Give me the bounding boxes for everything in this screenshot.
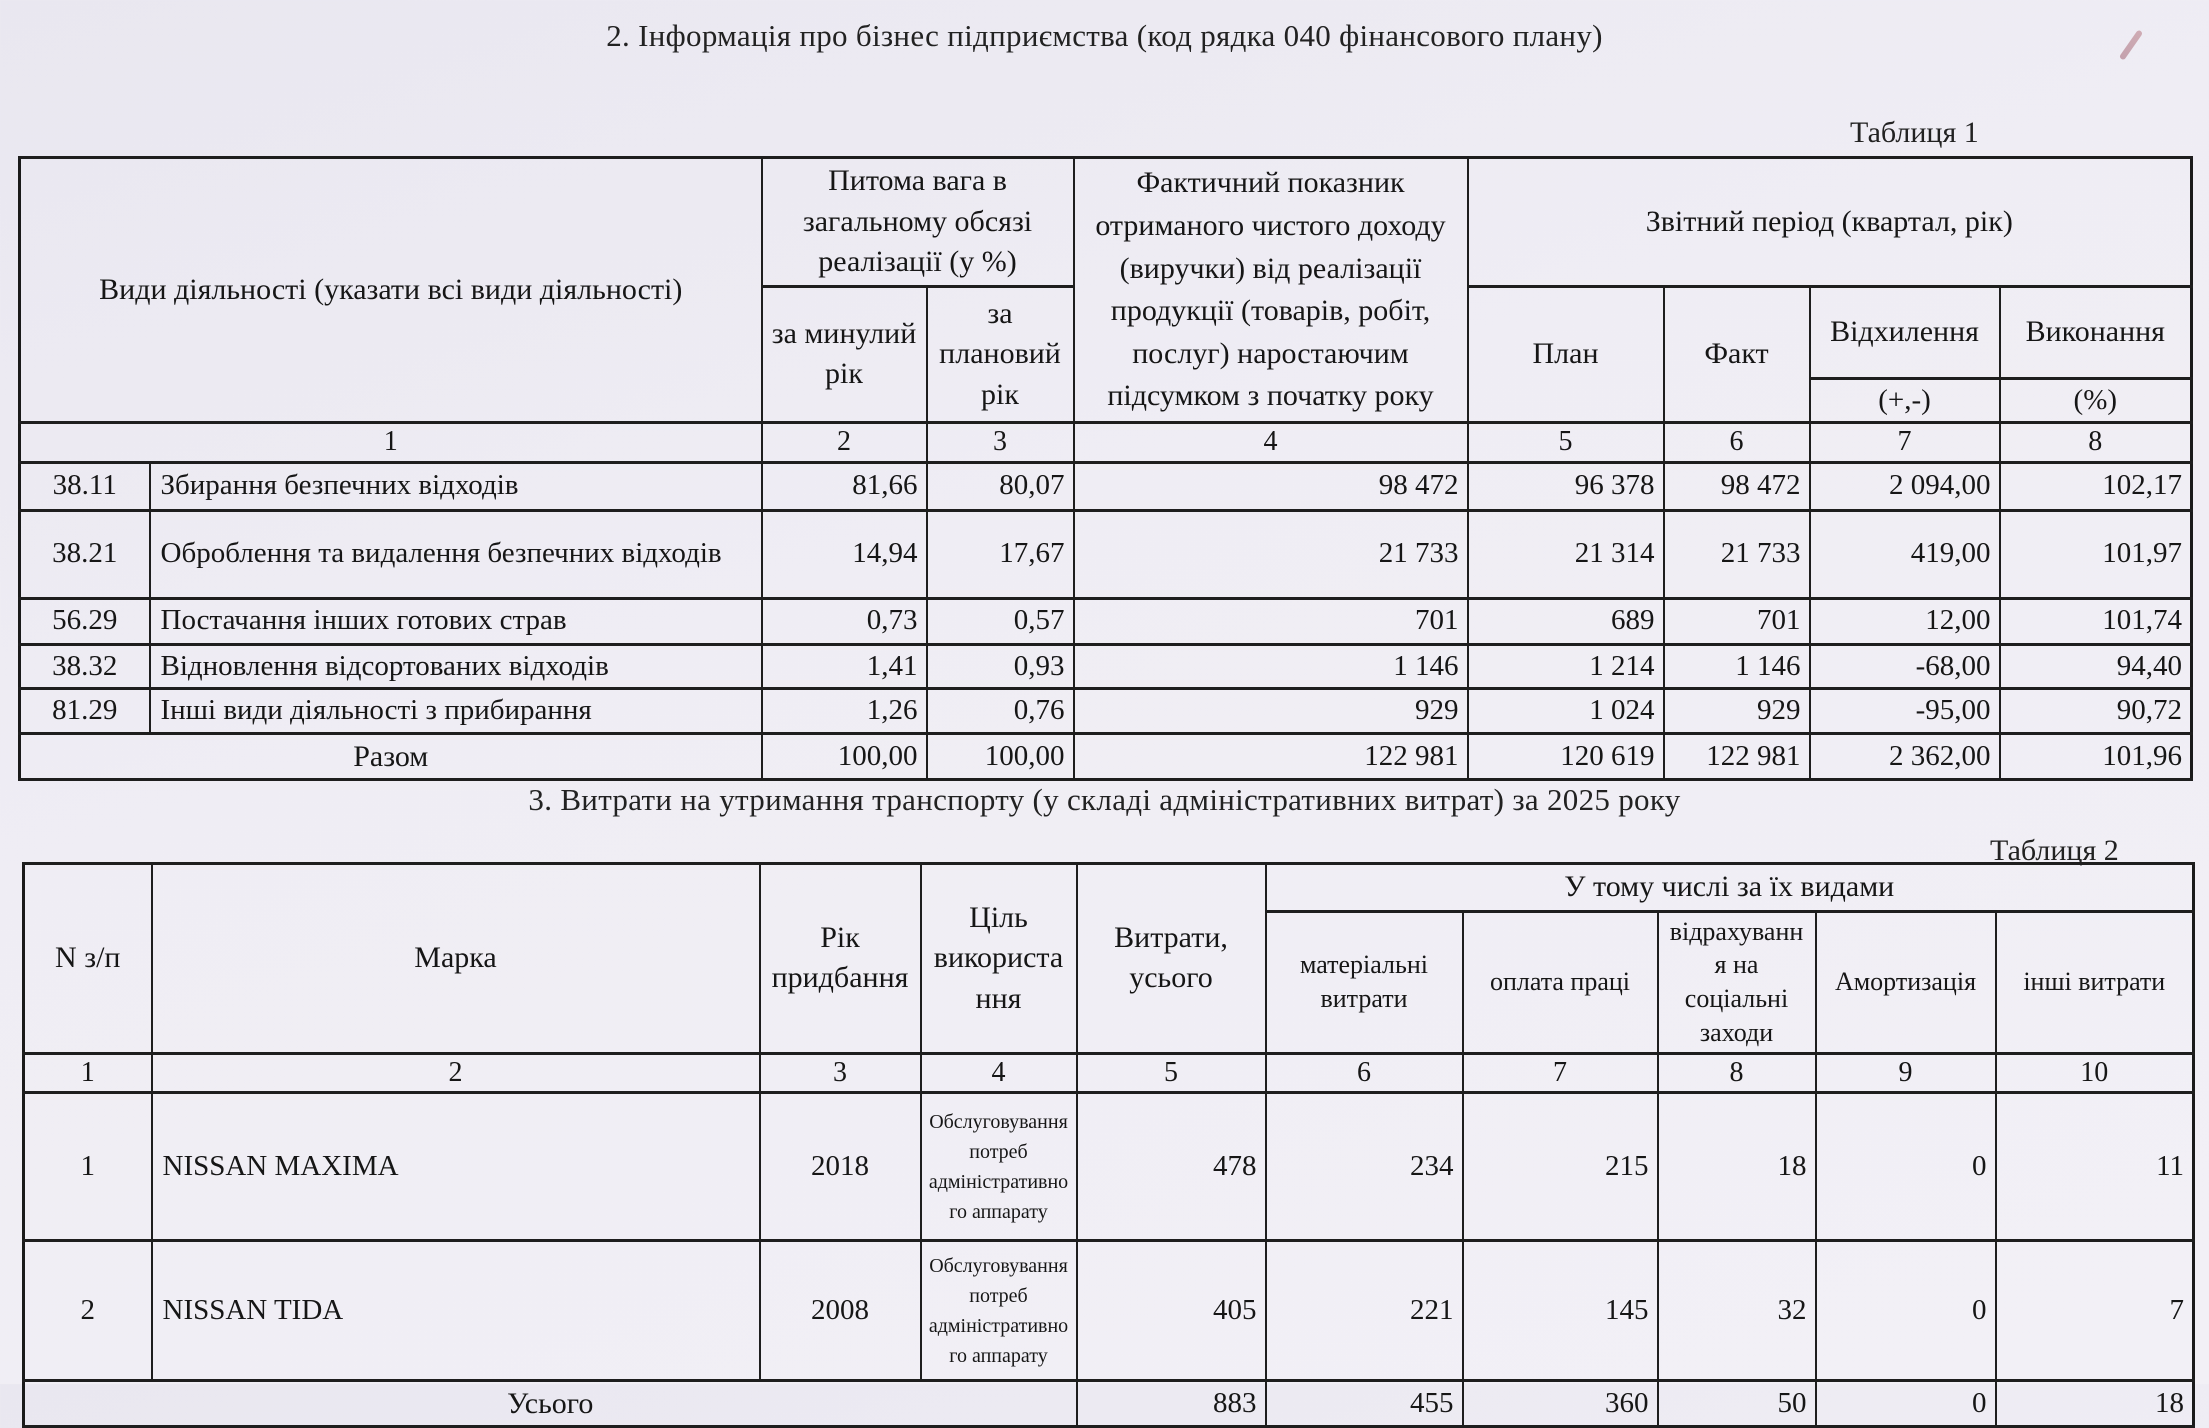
salary-cell: 215 [1463,1093,1658,1241]
fact-cell: 21 733 [1664,510,1810,598]
actual-total-cell: 122 981 [1074,733,1468,779]
share-prev-cell: 14,94 [762,510,927,598]
t1-header-plan: План [1468,286,1664,423]
t2-header-purpose: Ціль використання [921,864,1077,1054]
t1-header-reporting-period: Звітний період (квартал, рік) [1468,158,2192,287]
other-cell: 11 [1996,1093,2194,1241]
row-number-cell: 1 [24,1093,152,1241]
plan-cell: 21 314 [1468,510,1664,598]
actual-cell: 98 472 [1074,462,1468,510]
t1-colnum-1: 1 [20,423,762,462]
total-cost-cell: 405 [1077,1241,1266,1381]
table-2-label: Таблиця 2 [1990,834,2119,867]
fact-total-cell: 122 981 [1664,733,1810,779]
share-plan-cell: 0,93 [927,644,1074,689]
t2-header-amortization: Амортизація [1816,911,1996,1053]
t2-colnum-4: 4 [921,1053,1077,1092]
share-prev-cell: 1,26 [762,689,927,734]
share-prev-cell: 81,66 [762,462,927,510]
business-info-table [18,156,2193,781]
plan-cell: 1 024 [1468,689,1664,734]
t2-header-social: відрахування на соціальні заходи [1658,911,1816,1053]
social-cell: 32 [1658,1241,1816,1381]
t1-header-share-plan-year: за плановий рік [927,286,1074,423]
execution-cell: 102,17 [2000,462,2192,510]
t1-colnum-6: 6 [1664,423,1810,462]
plan-cell: 689 [1468,598,1664,644]
table-row [20,598,2192,644]
t1-colnum-8: 8 [2000,423,2192,462]
table-row [24,1093,2194,1241]
t1-total-label: Разом [20,733,762,779]
other-cell: 7 [1996,1241,2194,1381]
deviation-cell: -68,00 [1810,644,2000,689]
salary-total-cell: 360 [1463,1381,1658,1427]
other-total-cell: 18 [1996,1381,2194,1427]
year-cell: 2018 [760,1093,921,1241]
t1-header-share: Питома вага в загальному обсязі реалізації (у %) [762,158,1074,287]
table-row [24,1241,2194,1381]
year-cell: 2008 [760,1241,921,1381]
t2-colnum-7: 7 [1463,1053,1658,1092]
actual-cell: 1 146 [1074,644,1468,689]
share-plan-cell: 0,76 [927,689,1074,734]
execution-cell: 90,72 [2000,689,2192,734]
t1-header-share-prev-year: за минулий рік [762,286,927,423]
t2-header-num: N з/п [24,864,152,1054]
activity-code-cell: 38.11 [20,462,150,510]
fact-cell: 701 [1664,598,1810,644]
t1-header-actual-revenue: Фактичний показник отриманого чистого доходу (виручки) від реалізації продукції (товарів, робіт, послуг) наростаючим підсумком з початку року [1074,158,1468,423]
t2-header-year: Рік придбання [760,864,921,1054]
t2-header-brand: Марка [152,864,760,1054]
deviation-cell: 12,00 [1810,598,2000,644]
t1-colnum-2: 2 [762,423,927,462]
execution-total-cell: 101,96 [2000,733,2192,779]
purpose-cell: Обслуговування потреб адміністративного аппарату [921,1241,1077,1381]
share-plan-total-cell: 100,00 [927,733,1074,779]
material-cell: 221 [1266,1241,1463,1381]
salary-cell: 145 [1463,1241,1658,1381]
table-row [20,689,2192,734]
total-cost-total-cell: 883 [1077,1381,1266,1427]
share-prev-cell: 0,73 [762,598,927,644]
t1-header-execution-pct: (%) [2000,378,2192,423]
plan-total-cell: 120 619 [1468,733,1664,779]
actual-cell: 701 [1074,598,1468,644]
activity-name-cell: Відновлення відсортованих відходів [150,644,762,689]
activity-code-cell: 38.21 [20,510,150,598]
brand-cell: NISSAN MAXIMA [152,1093,760,1241]
plan-cell: 1 214 [1468,644,1664,689]
t2-colnum-10: 10 [1996,1053,2194,1092]
share-plan-cell: 17,67 [927,510,1074,598]
plan-cell: 96 378 [1468,462,1664,510]
fact-cell: 98 472 [1664,462,1810,510]
t1-header-deviation-sign: (+,-) [1810,378,2000,423]
actual-cell: 21 733 [1074,510,1468,598]
deviation-cell: -95,00 [1810,689,2000,734]
row-number-cell: 2 [24,1241,152,1381]
activity-code-cell: 38.32 [20,644,150,689]
table-1-label: Таблиця 1 [1850,116,1979,149]
table-total-row [24,1381,2194,1427]
total-cost-cell: 478 [1077,1093,1266,1241]
amortization-cell: 0 [1816,1093,1996,1241]
fact-cell: 1 146 [1664,644,1810,689]
activity-code-cell: 81.29 [20,689,150,734]
t2-header-total: Витрати, усього [1077,864,1266,1054]
t2-header-material: матеріальні витрати [1266,911,1463,1053]
share-plan-cell: 80,07 [927,462,1074,510]
t2-colnum-3: 3 [760,1053,921,1092]
t1-colnum-7: 7 [1810,423,2000,462]
t2-colnum-9: 9 [1816,1053,1996,1092]
execution-cell: 94,40 [2000,644,2192,689]
t1-header-fact: Факт [1664,286,1810,423]
table-row [20,462,2192,510]
brand-cell: NISSAN TIDA [152,1241,760,1381]
deviation-cell: 419,00 [1810,510,2000,598]
execution-cell: 101,97 [2000,510,2192,598]
transport-costs-table [22,862,2195,1428]
t2-colnum-8: 8 [1658,1053,1816,1092]
t2-header-salary: оплата праці [1463,911,1658,1053]
activity-code-cell: 56.29 [20,598,150,644]
t1-colnum-5: 5 [1468,423,1664,462]
table-row [20,644,2192,689]
t2-colnum-1: 1 [24,1053,152,1092]
t2-colnum-6: 6 [1266,1053,1463,1092]
share-prev-cell: 1,41 [762,644,927,689]
share-plan-cell: 0,57 [927,598,1074,644]
t1-header-deviation: Відхилення [1810,286,2000,378]
social-cell: 18 [1658,1093,1816,1241]
deviation-total-cell: 2 362,00 [1810,733,2000,779]
table-total-row [20,733,2192,779]
deviation-cell: 2 094,00 [1810,462,2000,510]
table-row [20,510,2192,598]
execution-cell: 101,74 [2000,598,2192,644]
share-prev-total-cell: 100,00 [762,733,927,779]
material-total-cell: 455 [1266,1381,1463,1427]
activity-name-cell: Оброблення та видалення безпечних відходів [150,510,762,598]
t1-colnum-4: 4 [1074,423,1468,462]
t2-colnum-2: 2 [152,1053,760,1092]
t1-header-activity: Види діяльності (указати всі види діяльності) [20,158,762,423]
social-total-cell: 50 [1658,1381,1816,1427]
actual-cell: 929 [1074,689,1468,734]
fact-cell: 929 [1664,689,1810,734]
amortization-total-cell: 0 [1816,1381,1996,1427]
section-2-title: 2. Інформація про бізнес підприємства (код рядка 040 фінансового плану) [606,18,1603,53]
purpose-cell: Обслуговування потреб адміністративного аппарату [921,1093,1077,1241]
t2-total-label: Усього [24,1381,1077,1427]
amortization-cell: 0 [1816,1241,1996,1381]
activity-name-cell: Інші види діяльності з прибирання [150,689,762,734]
t1-header-execution: Виконання [2000,286,2192,378]
activity-name-cell: Постачання інших готових страв [150,598,762,644]
material-cell: 234 [1266,1093,1463,1241]
t2-header-by-types: У тому числі за їх видами [1266,864,2194,912]
activity-name-cell: Збирання безпечних відходів [150,462,762,510]
t2-colnum-5: 5 [1077,1053,1266,1092]
section-3-title: 3. Витрати на утримання транспорту (у складі адміністративних витрат) за 2025 року [528,782,1681,817]
t1-colnum-3: 3 [927,423,1074,462]
t2-header-other: інші витрати [1996,911,2194,1053]
